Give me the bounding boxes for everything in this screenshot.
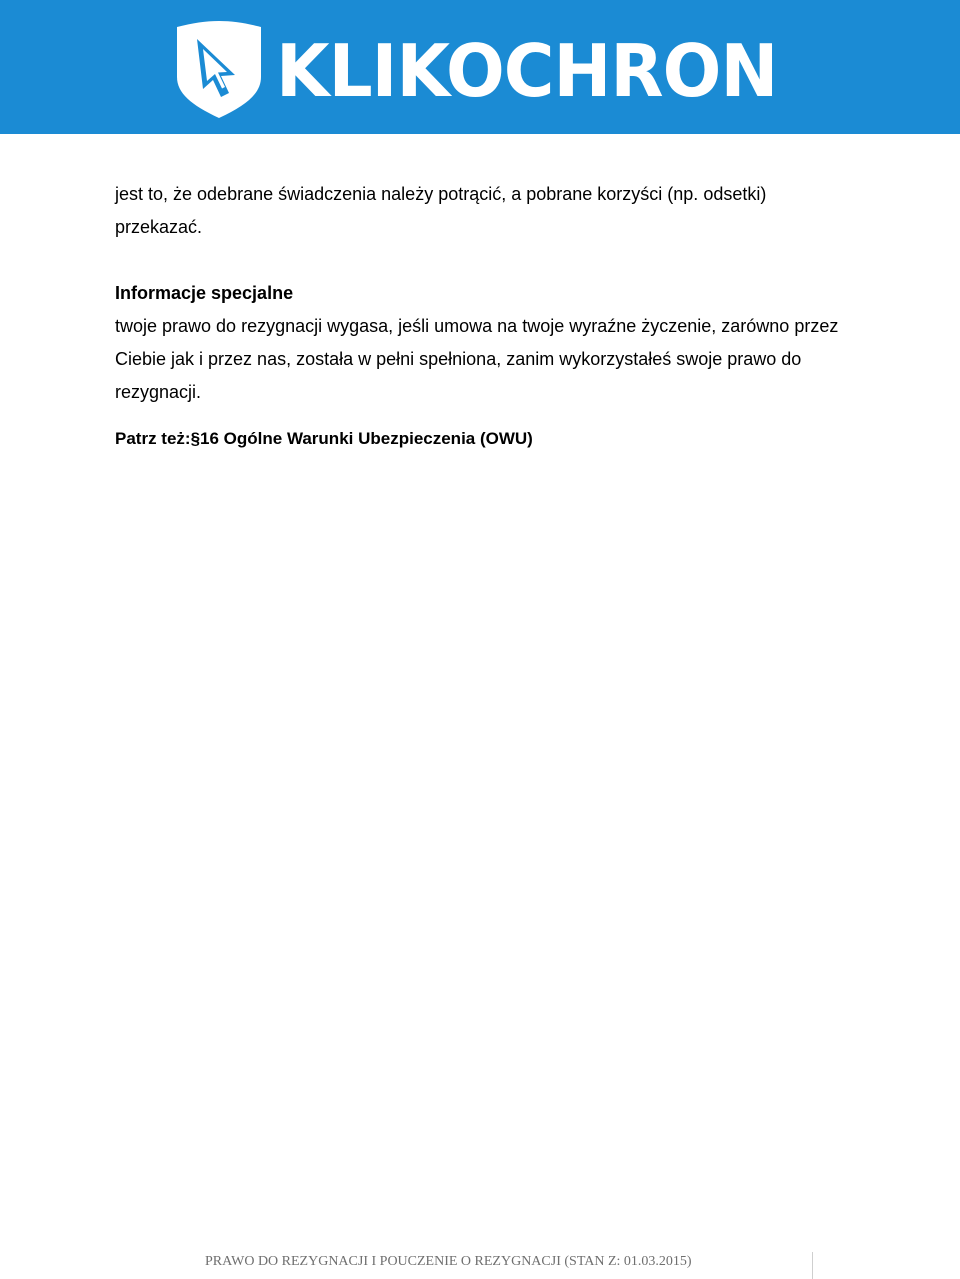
section-heading: Informacje specjalne <box>115 283 294 303</box>
see-also-reference <box>115 427 855 451</box>
see-also-link: §16 Ogólne Warunki Ubezpieczenia (OWU) <box>190 429 533 448</box>
brand-name: KLIKOCHRON <box>276 29 778 113</box>
continued-paragraph: jest to, że odebrane świadczenia należy potrącić, a pobrane korzyści (np. odsetki) przekazać. <box>115 184 767 237</box>
document-body <box>115 178 855 451</box>
header-bar <box>0 0 960 134</box>
page-footer: PRAWO DO REZYGNACJI I POUCZENIE O REZYGNACJI (STAN Z: 01.03.2015) <box>205 1254 692 1269</box>
footer-divider <box>812 1252 813 1279</box>
section-paragraph: twoje prawo do rezygnacji wygasa, jeśli umowa na twoje wyraźne życzenie, zarówno przez Ciebie jak i przez nas, została w pełni spełniona, zanim wykorzystałeś swoje prawo do rezygnacji. <box>115 316 839 402</box>
see-also-label: Patrz też: <box>115 429 191 448</box>
shield-cursor-icon <box>177 21 261 118</box>
